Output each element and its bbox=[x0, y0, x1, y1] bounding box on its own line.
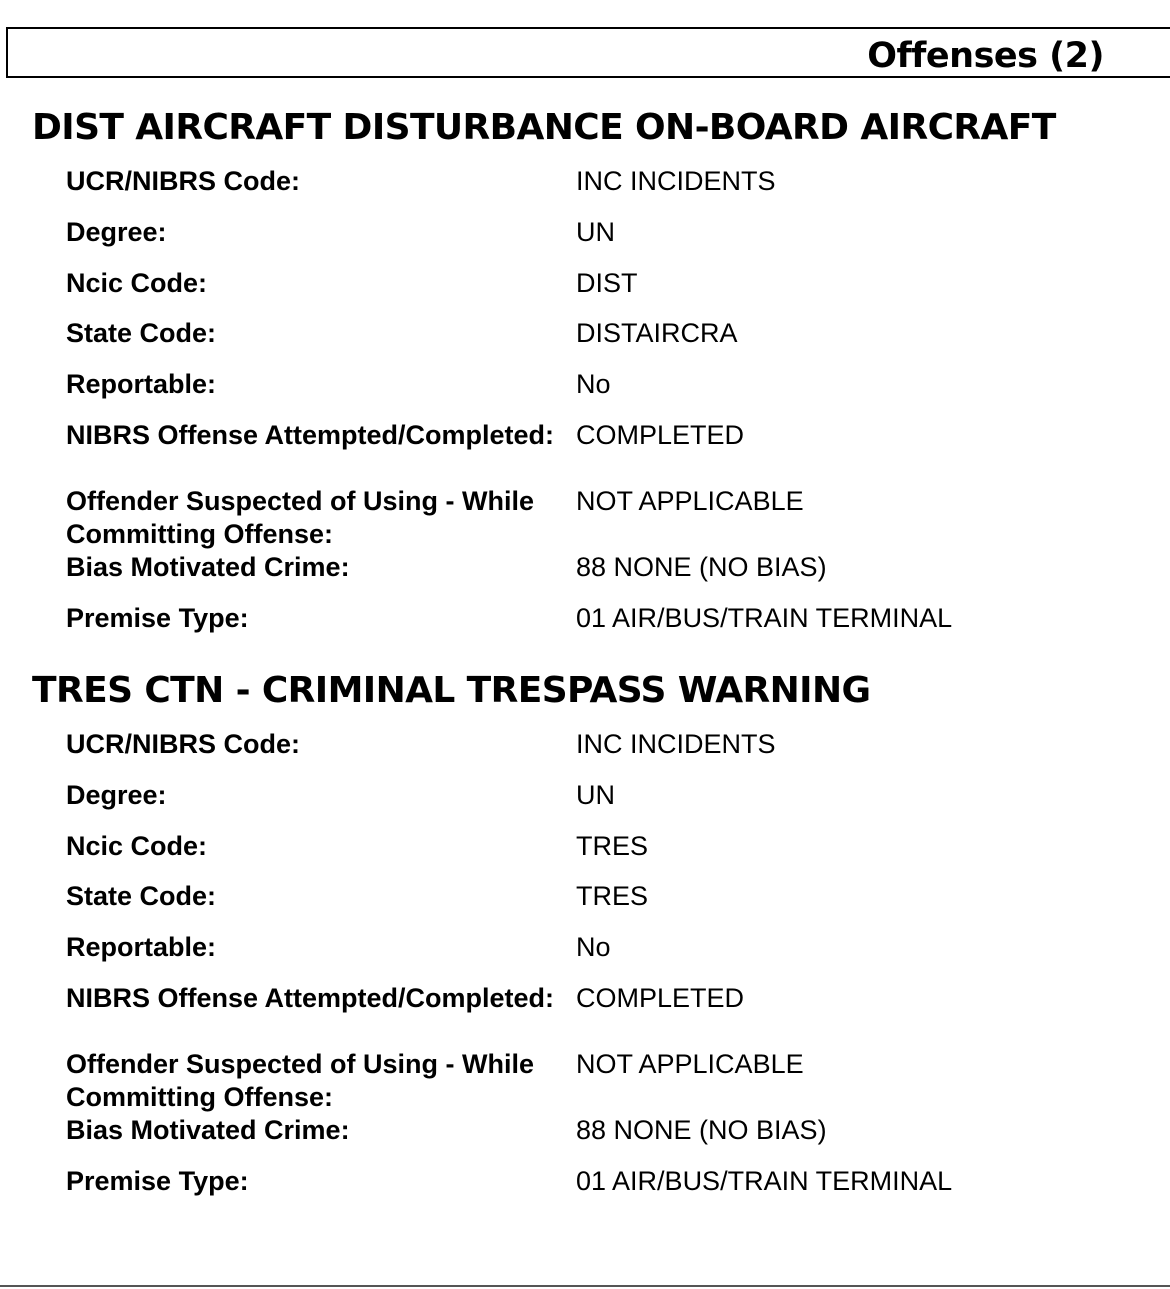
field-value: 01 AIR/BUS/TRAIN TERMINAL bbox=[576, 1166, 953, 1196]
field-label: Offender Suspected of Using - While Committing Offense: bbox=[66, 486, 535, 549]
field-value: INC INCIDENTS bbox=[576, 729, 776, 759]
field-value: COMPLETED bbox=[576, 983, 745, 1013]
field-value: DIST bbox=[576, 268, 638, 298]
field-value: NOT APPLICABLE bbox=[576, 486, 804, 516]
field-label: Reportable: bbox=[66, 369, 217, 399]
field-value: No bbox=[576, 932, 611, 962]
field-label: Ncic Code: bbox=[66, 831, 208, 861]
field-value: No bbox=[576, 369, 611, 399]
field-value: UN bbox=[576, 217, 615, 247]
field-label: Bias Motivated Crime: bbox=[66, 552, 350, 582]
field-label: Degree: bbox=[66, 217, 167, 247]
field-value: NOT APPLICABLE bbox=[576, 1049, 804, 1079]
offense-title: DIST AIRCRAFT DISTURBANCE ON-BOARD AIRCRAFT bbox=[32, 107, 1056, 148]
field-label: Premise Type: bbox=[66, 603, 249, 633]
field-value: 01 AIR/BUS/TRAIN TERMINAL bbox=[576, 603, 953, 633]
field-label: State Code: bbox=[66, 881, 217, 911]
footer-divider bbox=[0, 1285, 1170, 1287]
offenses-header-title: Offenses (2) bbox=[867, 36, 1104, 76]
field-value: TRES bbox=[576, 831, 649, 861]
field-label: Offender Suspected of Using - While Committing Offense: bbox=[66, 1049, 535, 1112]
field-value: UN bbox=[576, 780, 615, 810]
field-value: INC INCIDENTS bbox=[576, 166, 776, 196]
field-label: Ncic Code: bbox=[66, 268, 208, 298]
field-label: Reportable: bbox=[66, 932, 217, 962]
field-value: DISTAIRCRA bbox=[576, 318, 738, 348]
field-value: 88 NONE (NO BIAS) bbox=[576, 552, 827, 582]
field-value: TRES bbox=[576, 881, 649, 911]
field-label: UCR/NIBRS Code: bbox=[66, 729, 300, 759]
field-label: NIBRS Offense Attempted/Completed: bbox=[66, 420, 555, 450]
field-label: State Code: bbox=[66, 318, 217, 348]
field-label: Degree: bbox=[66, 780, 167, 810]
field-value: COMPLETED bbox=[576, 420, 745, 450]
field-label: NIBRS Offense Attempted/Completed: bbox=[66, 983, 555, 1013]
field-value: 88 NONE (NO BIAS) bbox=[576, 1115, 827, 1145]
field-label: Bias Motivated Crime: bbox=[66, 1115, 350, 1145]
field-label: Premise Type: bbox=[66, 1166, 249, 1196]
offense-title: TRES CTN - CRIMINAL TRESPASS WARNING bbox=[32, 670, 871, 711]
field-label: UCR/NIBRS Code: bbox=[66, 166, 300, 196]
offenses-header bbox=[6, 27, 1170, 78]
